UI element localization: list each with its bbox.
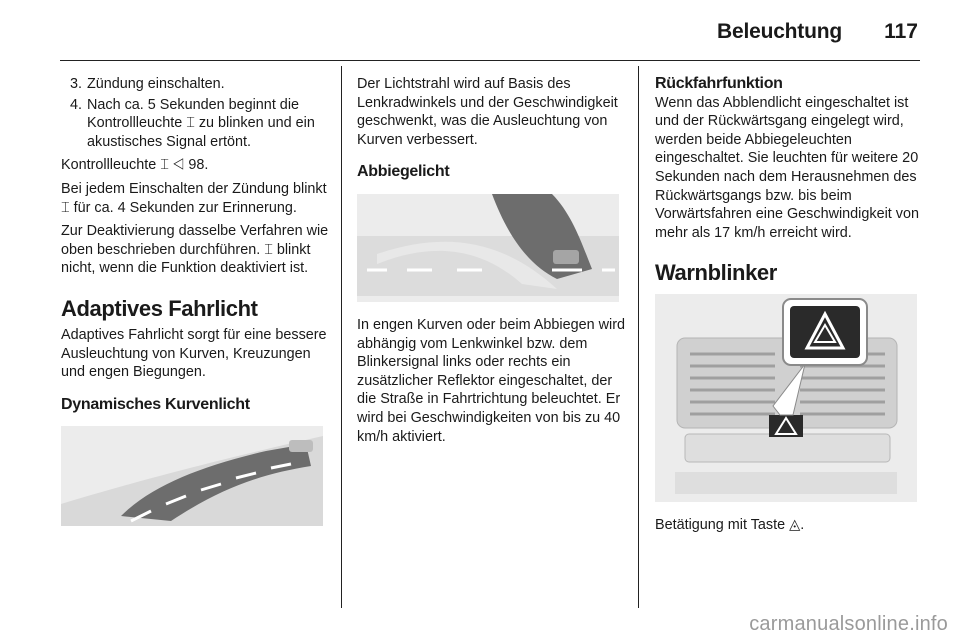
- cornering-light-illustration: [357, 194, 619, 302]
- hazard-switch-drawing: [655, 294, 917, 502]
- cornering-light-drawing: [357, 194, 619, 302]
- column-middle: [357, 75, 625, 451]
- column-right: [655, 75, 923, 540]
- column-divider: [638, 66, 639, 608]
- heading-dynamisches-kurvenlicht: Dynamisches Kurvenlicht: [61, 395, 250, 413]
- heading-abbiegelicht: Abbiegelicht: [357, 163, 450, 181]
- column-divider: [341, 66, 342, 608]
- heading-warnblinker: Warnblinker: [655, 260, 777, 286]
- heading-adaptives-fahrlicht: Adaptives Fahrlicht: [61, 295, 258, 321]
- step-item: 4. Nach ca. 5 Sekunden beginnt die Kontrollleuchte ⌶ zu blinken und ein akustisches Signal ertönt.: [86, 96, 329, 152]
- hazard-switch-illustration: [655, 294, 917, 502]
- step-item: 3. Zündung einschalten.: [86, 75, 329, 94]
- heading-rueckfahrfunktion: Rückfahrfunktion: [655, 75, 783, 92]
- curve-light-illustration: [61, 426, 323, 526]
- column-left: [61, 75, 329, 526]
- page-number: 117: [884, 20, 918, 43]
- watermark-text: carmanualsonline.info: [749, 613, 948, 635]
- paragraph-deaktivierung: Zur Deaktivierung dasselbe Verfahren wie oben beschrieben durchführen. ⌶ blinkt nicht, wenn die Funktion deaktiviert ist.: [61, 223, 329, 277]
- paragraph-rueckfahrfunktion: Wenn das Abblendlicht eingeschaltet ist und der Rückwärtsgang eingelegt wird, werden beide Abbiegeleuchten eingeschaltet. Sie leuchten für weitere 20 Sekunden nach dem Herausnehmen des Rückwärtsgangs bzw. bis beim Vorwärtsfahren eine Geschwindigkeit von mehr als 17 km/h erreicht wird.: [655, 94, 919, 241]
- paragraph-lichtstrahl: Der Lichtstrahl wird auf Basis des Lenkradwinkels und der Geschwindigkeit geschwenkt, was die Ausleuchtung von Kurven verbessert.: [357, 76, 618, 148]
- paragraph-einschalten: Bei jedem Einschalten der Zündung blinkt ⌶ für ca. 4 Sekunden zur Erinnerung.: [61, 180, 327, 216]
- paragraph-adaptives-fahrlicht: Adaptives Fahrlicht sorgt für eine bessere Ausleuchtung von Kurven, Kreuzungen und engen Biegungen.: [61, 326, 327, 381]
- paragraph-abbiegelicht: In engen Kurven oder beim Abbiegen wird abhängig vom Lenkwinkel bzw. dem Blinkersignal links oder rechts ein zusätzlicher Reflektor eingeschaltet, der die Straße in Fahrtrichtung beleuchtet. Er wird bei Geschwindigkeiten von bis zu 40 km/h aktiviert.: [357, 316, 626, 445]
- page-header: [60, 0, 920, 61]
- step-list: [61, 75, 329, 151]
- paragraph-betaetigung: Betätigung mit Taste ◬.: [655, 517, 805, 534]
- section-title: Beleuchtung: [717, 20, 842, 43]
- curve-light-drawing: [61, 426, 323, 526]
- paragraph-kontrollleuchte: Kontrollleuchte ⌶ ◁ 98.: [61, 157, 209, 174]
